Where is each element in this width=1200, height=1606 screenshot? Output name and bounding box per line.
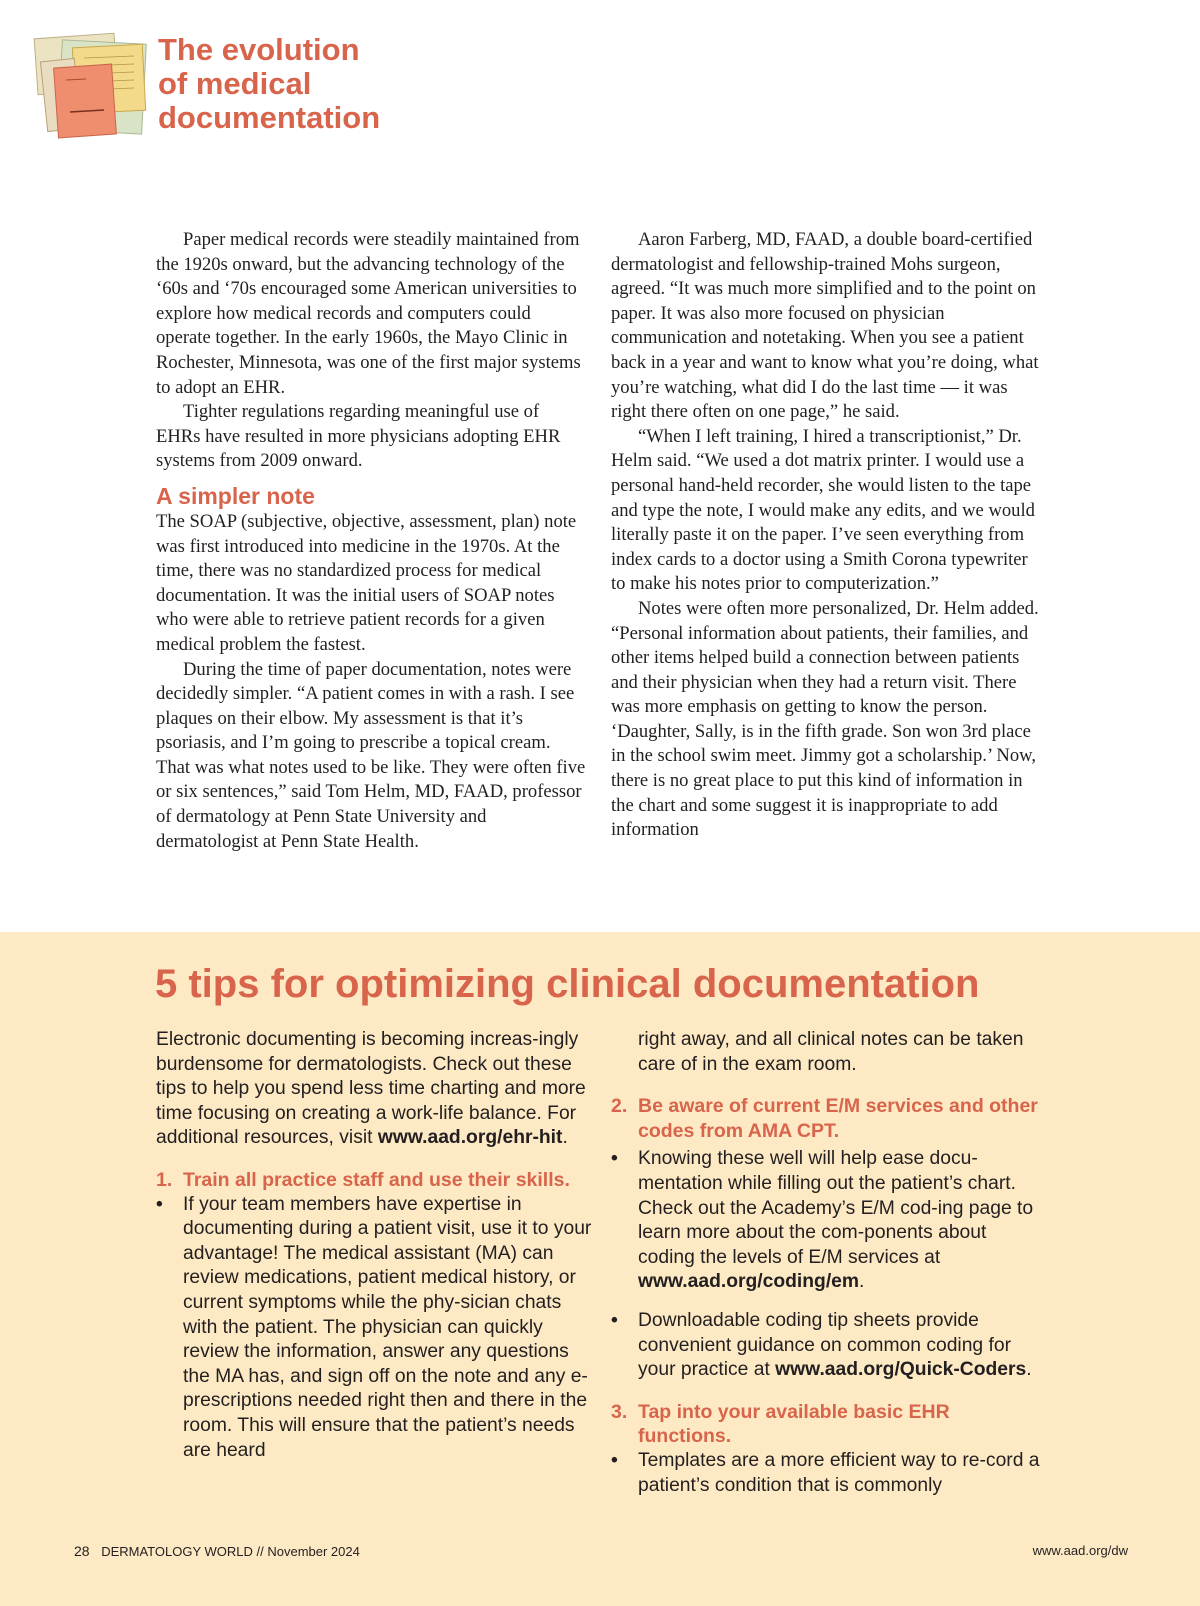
tips-intro (156, 1028, 596, 1151)
tip-heading-text: Be aware of current E/M services and other codes from AMA CPT. (638, 1095, 1038, 1142)
bullet-period: . (1026, 1359, 1032, 1381)
article-paragraph: Paper medical records were steadily maintained from the 1920s onward, but the advancing technology of the ‘60s and ‘70s encouraged some American universities to explore how medical records and computers could operate together. In the early 1960s, the Mayo Clinic in Rochester, Minnesota, was one of the first major systems to adopt an EHR. (156, 229, 581, 398)
tip-3-heading (611, 1400, 1041, 1449)
tip-number: 1. (156, 1168, 173, 1191)
section-title (158, 33, 458, 135)
bullet-icon: • (611, 1449, 618, 1471)
section-title-line: of medical (158, 66, 312, 101)
tips-column-right (611, 1028, 1041, 1498)
section-title-line: documentation (158, 100, 381, 135)
bullet-text-body: Downloadable coding tip sheets provide convenient guidance on common coding for your practice at (638, 1309, 1012, 1381)
tip-3-bullet (611, 1449, 1041, 1498)
section-title-line: The evolution (158, 32, 360, 67)
bullet-icon: • (611, 1309, 618, 1331)
bullet-icon: • (156, 1193, 163, 1215)
tip-1-heading (156, 1168, 596, 1193)
article-column-left (156, 228, 588, 854)
footer-url[interactable]: www.aad.org/dw (1032, 1543, 1128, 1558)
tips-intro-text: Electronic documenting is becoming increas-ingly burdensome for dermatologists. Check out these tips to help you spend less time charting and more time focusing on creating a work-life balance. For additional resources, visit (156, 1029, 586, 1149)
tip-number: 3. (611, 1400, 628, 1423)
article-paragraph: Tighter regulations regarding meaningful use of EHRs have resulted in more physicians adopting EHR systems from 2009 onward. (156, 401, 561, 472)
tips-intro-end: . (562, 1127, 568, 1149)
stacked-medical-records-icon (30, 32, 150, 140)
bullet-icon: • (611, 1148, 618, 1170)
article-paragraph: Notes were often more personalized, Dr. Helm added. “Personal information about patients, their families, and other items helped build a connection between patients and their physician when they had a return visit. There was more emphasis on getting to know the person. ‘Daughter, Sally, is in the fifth grade. Son won 3rd place in the school swim meet. Jimmy got a scholarship.’ Now, there is no great place to put this kind of information in the chart and some suggest it is inappropriate to add information (611, 597, 1039, 841)
quick-coders-link[interactable]: www.aad.org/Quick-Coders (775, 1359, 1027, 1381)
bullet-text: If your team members have expertise in documenting during a patient visit, use it to your advantage! The medical assistant (MA) can review medications, patient medical history, or current symptoms while the phy-sician chats with the patient. The physician can quickly review the information, answer any questions the MA has, and sign off on the note and any e-prescriptions needed right then and there in the room. This will ensure that the patient’s needs are heard (183, 1193, 592, 1461)
tip-heading-text: Train all practice staff and use their skills. (183, 1168, 570, 1191)
bullet-text (638, 1309, 1041, 1383)
tip-2-heading (611, 1094, 1041, 1143)
page-number: 28 (74, 1543, 90, 1559)
coding-em-link[interactable]: www.aad.org/coding/em (638, 1271, 860, 1293)
tip-heading-text: Tap into your available basic EHR functions. (638, 1400, 950, 1448)
tip-2-bullet-2 (611, 1309, 1041, 1383)
publication-name: DERMATOLOGY WORLD // November 2024 (101, 1544, 360, 1559)
article-paragraph: “When I left training, I hired a transcriptionist,” Dr. Helm said. “We used a dot matrix printer. I would use a personal hand-held recorder, she would listen to the tape and type the note, I would make any edits, and we would literally paste it on the paper. I’ve seen everything from index cards to a doctor using a Smith Corona typewriter to make his notes prior to computerization.” (611, 425, 1035, 595)
article-column-right (611, 228, 1041, 843)
ehr-hit-link[interactable]: www.aad.org/ehr-hit (377, 1127, 563, 1149)
tip-1-continuation: right away, and all clinical notes can be taken care of in the exam room. (638, 1029, 1024, 1075)
tips-column-left (156, 1028, 596, 1463)
article-paragraph: The SOAP (subjective, objective, assessment, plan) note was first introduced into medicine in the 1970s. At the time, there was no standardized process for medical documentation. It was the initial users of SOAP notes who were able to retrieve patient records for a given medical problem the fastest. (156, 510, 577, 655)
article-subhead: A simpler note (156, 482, 315, 509)
bullet-period: . (859, 1271, 865, 1293)
footer-left (74, 1543, 360, 1560)
bullet-text-body: Knowing these well will help ease docu-mentation while filling out the patient’s chart. Check out the Academy’s E/M cod-ing page to learn more about the com-ponents about coding the levels of E/M services at (638, 1148, 1034, 1268)
tip-2-bullet-1 (611, 1147, 1041, 1295)
article-paragraph: During the time of paper documentation, notes were decidedly simpler. “A patient comes in with a rash. I see plaques on their elbow. My assessment is that it’s psoriasis, and I’m going to prescribe a topical cream. That was what notes used to be like. They were often five or six sentences,” said Tom Helm, MD, FAAD, professor of dermatology at Penn State University and dermatologist at Penn State Health. (156, 658, 586, 852)
article-paragraph: Aaron Farberg, MD, FAAD, a double board-certified dermatologist and fellowship-trained Mohs surgeon, agreed. “It was much more simplified and to the point on paper. It was also more focused on physician communication and notetaking. When you see a patient back in a year and want to know what you’re doing, what you’re watching, what did I do the last time — it was right there often on one page,” he said. (611, 229, 1039, 423)
tip-1-bullet (156, 1193, 596, 1464)
tips-title: 5 tips for optimizing clinical documentation (155, 962, 980, 1006)
tip-number: 2. (611, 1095, 628, 1118)
bullet-text: Templates are a more efficient way to re-cord a patient’s condition that is commonly (638, 1449, 1040, 1496)
tips-sidebar (0, 932, 1200, 1606)
bullet-text (638, 1147, 1041, 1295)
